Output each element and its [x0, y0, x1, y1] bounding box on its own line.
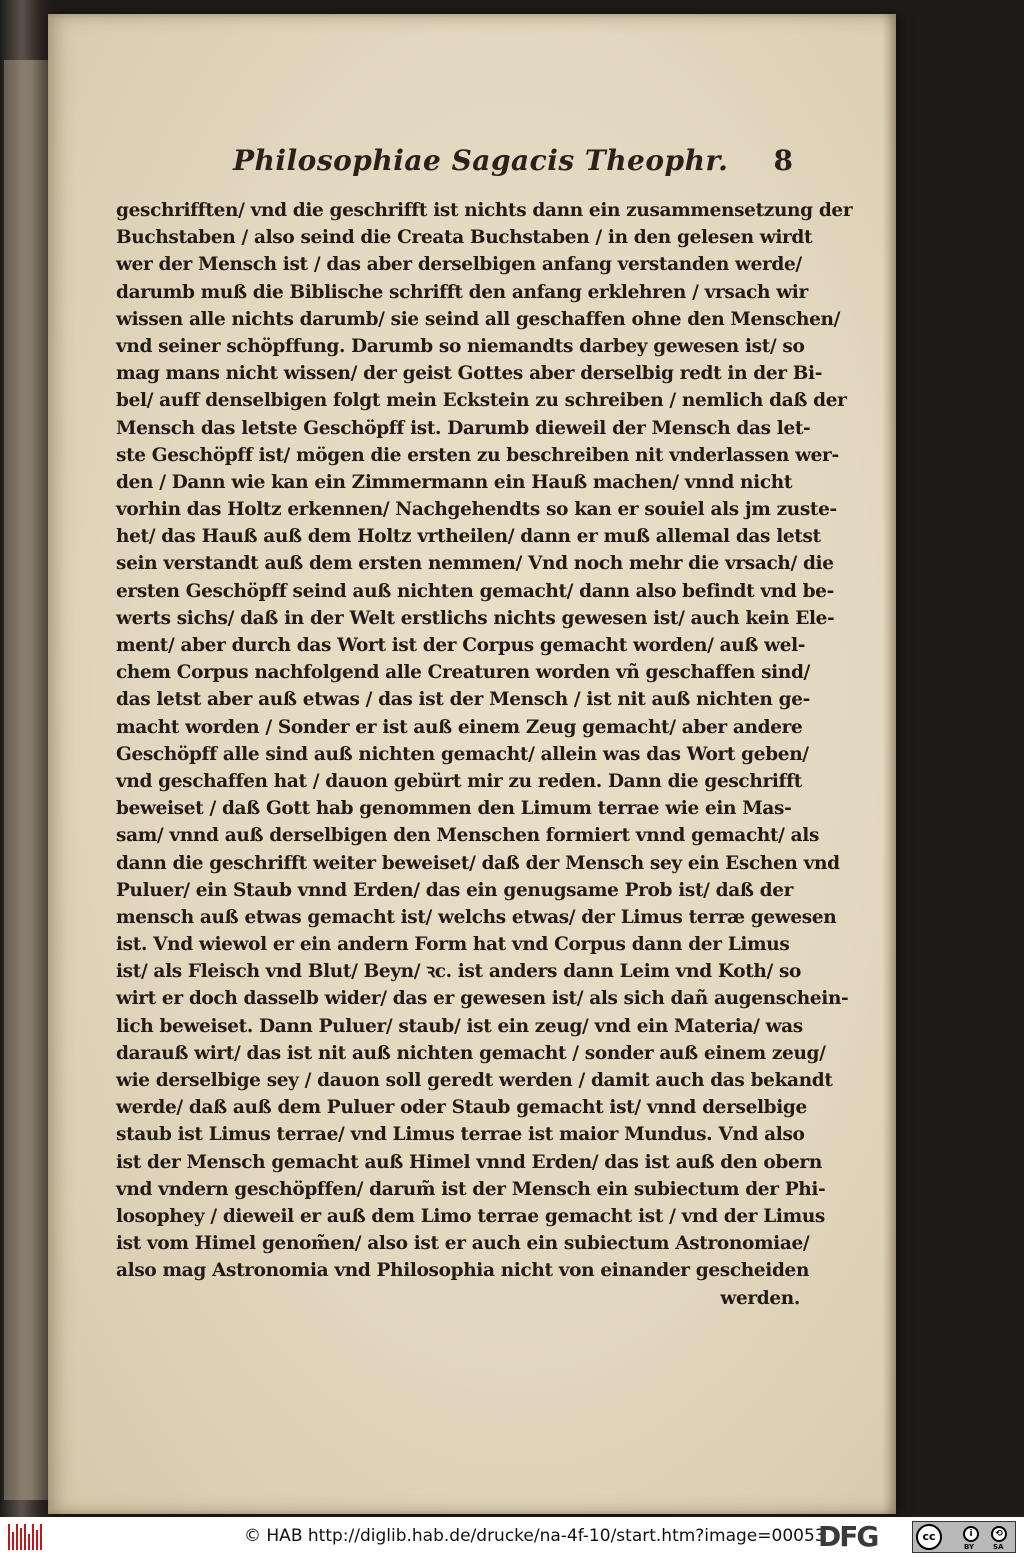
running-head: Philosophiae Sagacis Theophr. — [233, 144, 729, 177]
text-line: werts sichs/ daß in der Welt erstlichs nichts gewesen ist/ auch kein Ele- — [116, 607, 835, 629]
text-line: losophey / dieweil er auß dem Limo terrae gemacht ist / vnd der Limus — [116, 1205, 825, 1227]
text-line: ste Geschöpff ist/ mögen die ersten zu beschreiben nit vnderlassen wer- — [116, 444, 839, 466]
text-line: bel/ auff denselbigen folgt mein Eckstein zu schreiben / nemlich daß der — [116, 390, 847, 412]
share-alike-icon: ⟲ — [991, 1526, 1007, 1542]
text-line: darumb muß die Biblische schrifft den anfang erklehren / vrsach wir — [116, 281, 808, 303]
text-line: vorhin das Holtz erkennen/ Nachgehendts so kan er souiel als jm zuste- — [116, 499, 837, 521]
text-line: mag mans nicht wissen/ der geist Gottes aber derselbig redt in der Bi- — [116, 363, 823, 385]
text-line: ist/ als Fleisch vnd Blut/ Beyn/ ꝛc. ist anders dann Leim vnd Koth/ so — [116, 961, 802, 983]
dfg-logo: DFG — [818, 1520, 878, 1553]
text-line: mensch auß etwas gemacht ist/ welchs etwas/ der Limus terræ gewesen — [116, 906, 837, 928]
text-line: darauß wirt/ das ist nit auß nichten gemacht / sonder auß einem zeug/ — [116, 1042, 826, 1064]
text-line: wirt er doch dasselb wider/ das er gewesen ist/ als sich dañ augenschein- — [116, 988, 849, 1010]
sa-label: SA — [993, 1543, 1004, 1551]
page-number: 8 — [773, 144, 793, 177]
text-line: wie derselbige sey / dauon soll geredt werden / damit auch das bekandt — [116, 1070, 833, 1091]
text-line: sam/ vnnd auß derselbigen den Menschen formiert vnnd gemacht/ als — [116, 825, 820, 847]
text-line: ist der Mensch gemacht auß Himel vnnd Erden/ das ist auß den obern — [116, 1151, 822, 1173]
cc-icon: cc — [916, 1524, 942, 1550]
text-line: vnd seiner schöpffung. Darumb so niemandts darbey gewesen ist/ so — [116, 335, 805, 357]
text-line: Geschöpff alle sind auß nichten gemacht/ allein was das Wort geben/ — [116, 743, 809, 765]
back-leaf-edge — [4, 60, 50, 1500]
text-line: werde/ daß auß dem Puluer oder Staub gemacht ist/ vnnd derselbige — [116, 1097, 807, 1119]
viewer-footer — [0, 1517, 1024, 1557]
attribution-icon: i — [963, 1526, 979, 1542]
text-line: vnd geschaffen hat / dauon gebürt mir zu reden. Dann die geschrifft — [116, 770, 802, 792]
text-line: staub ist Limus terrae/ vnd Limus terrae ist maior Mundus. Vnd also — [116, 1124, 805, 1146]
text-line: lich beweiset. Dann Puluer/ staub/ ist ein zeug/ vnd ein Materia/ was — [116, 1015, 803, 1037]
text-line: ist vom Himel genom̃en/ also ist er auch ein subiectum Astronomiae/ — [116, 1233, 810, 1255]
text-line: den / Dann wie kan ein Zimmermann ein Hauß machen/ vnnd nicht — [116, 471, 793, 493]
text-line: das letst aber auß etwas / das ist der Mensch / ist nit auß nichten ge- — [116, 689, 810, 711]
text-line: ist. Vnd wiewol er ein andern Form hat vnd Corpus dann der Limus — [116, 934, 790, 956]
text-line: chem Corpus nachfolgend alle Creaturen worden vñ geschaffen sind/ — [116, 662, 810, 684]
page-header — [233, 144, 793, 188]
book-page — [48, 14, 896, 1514]
text-line: Buchstaben / also seind die Creata Buchstaben / in den gelesen wirdt — [116, 227, 813, 249]
text-line: also mag Astronomia vnd Philosophia nicht von einander gescheiden — [116, 1260, 810, 1282]
text-line: beweiset / daß Gott hab genommen den Limum terrae wie ein Mas- — [116, 798, 792, 820]
text-line: Mensch das letste Geschöpff ist. Darumb dieweil der Mensch das let- — [116, 417, 811, 439]
text-line: het/ das Hauß auß dem Holtz vrtheilen/ dann er muß allemal das letst — [116, 526, 821, 548]
text-line: ment/ aber durch das Wort ist der Corpus gemacht worden/ auß wel- — [116, 635, 806, 656]
text-line: dann die geschrifft weiter beweiset/ daß der Mensch sey ein Eschen vnd — [116, 852, 840, 874]
cc-license-badge[interactable] — [912, 1521, 1016, 1553]
text-line: wer der Mensch ist / das aber derselbigen anfang verstanden werde/ — [116, 254, 802, 276]
text-line: sein verstandt auß dem ersten nemmen/ Vnd noch mehr die vrsach/ die — [116, 553, 834, 575]
text-line: ersten Geschöpff seind auß nichten gemacht/ dann also befindt vnd be- — [116, 580, 834, 602]
text-line: wissen alle nichts darumb/ sie seind all geschaffen ohne den Menschen/ — [116, 308, 841, 330]
body-text — [116, 197, 853, 1312]
copyright-link[interactable]: © HAB http://diglib.hab.de/drucke/na-4f-10/start.htm?image=00053 — [244, 1526, 826, 1546]
library-barcode-logo — [8, 1524, 44, 1550]
by-label: BY — [964, 1543, 975, 1551]
catchword: werden. — [720, 1287, 800, 1309]
text-line: macht worden / Sonder er ist auß einem Zeug gemacht/ aber andere — [116, 716, 803, 738]
text-line: vnd vndern geschöpffen/ darum̃ ist der Mensch ein subiectum der Phi- — [116, 1178, 826, 1200]
text-line: Puluer/ ein Staub vnnd Erden/ das ein genugsame Prob ist/ daß der — [116, 879, 794, 901]
text-line: geschrifften/ vnd die geschrifft ist nichts dann ein zusammensetzung der — [116, 200, 853, 221]
